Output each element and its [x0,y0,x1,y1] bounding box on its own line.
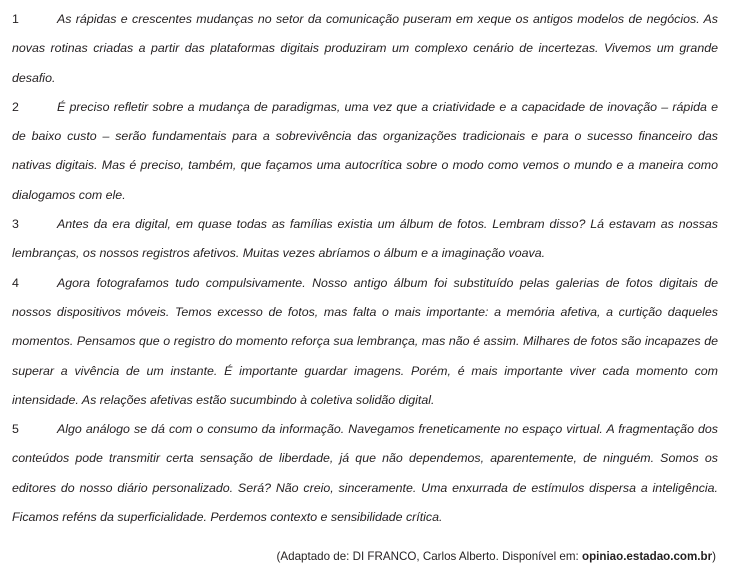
paragraph-text: É preciso refletir sobre a mudança de paradigmas, uma vez que a criatividade e a capacidade de inovação – rápida e de baixo custo – serão fundamentais para a sobrevivência das organizações tradicionais e para o sucesso financeiro das nativas digitais. Mas é preciso, também, que façamos uma autocrítica sobre o modo como vemos o mundo e a maneira como dialogamos com ele. [12,99,718,202]
source-website: opiniao.estadao.com.br [581,550,713,564]
source-suffix: ) [712,550,716,564]
source-prefix: (Adaptado de: DI FRANCO, Carlos Alberto. Disponível em: [276,550,582,564]
paragraph-number: 3 [12,217,19,232]
paragraph-text: Agora fotografamos tudo compulsivamente. Nosso antigo álbum foi substituído pelas galerias de fotos digitais de nossos dispositivos móveis. Temos excesso de fotos, mas falta o mais importante: a memória afetiva, a curtição daqueles momentos. Pensamos que o registro do momento reforça sua lembrança, mas não é assim. Milhares de fotos são incapazes de superar a vivência de um instante. É importante guardar imagens. Porém, é mais importante viver cada momento com intensidade. As relações afetivas estão sucumbindo à coletiva solidão digital. [12,275,718,407]
paragraph-number: 1 [12,12,19,26]
paragraph-5 [12,415,718,532]
paragraph-number: 5 [12,422,19,437]
paragraph-number: 2 [12,99,19,114]
paragraph-4 [12,269,718,415]
source-attribution [12,548,718,566]
paragraph-text: As rápidas e crescentes mudanças no setor da comunicação puseram em xeque os antigos modelos de negócios. As novas rotinas criadas a partir das plataformas digitais produziram um complexo cenário de incertezas. Vivemos um grande desafio. [12,12,718,85]
paragraph-2 [12,93,718,210]
paragraph-1 [12,5,718,93]
paragraph-text: Algo análogo se dá com o consumo da informação. Navegamos freneticamente no espaço virtual. A fragmentação dos conteúdos pode transmitir certa sensação de liberdade, já que não dependemos, aparentemente, de ninguém. Somos os editores do nosso diário personalizado. Será? Não creio, sinceramente. Uma enxurrada de estímulos dispersa a inteligência. Ficamos reféns da superficialidade. Perdemos contexto e sensibilidade crítica. [12,422,718,525]
paragraph-3 [12,210,718,269]
paragraph-number: 4 [12,275,19,290]
source-spacer [12,532,718,548]
paragraph-text: Antes da era digital, em quase todas as famílias existia um álbum de fotos. Lembram disso? Lá estavam as nossas lembranças, os nossos registros afetivos. Muitas vezes abríamos o álbum e a imaginação voava. [12,217,718,261]
